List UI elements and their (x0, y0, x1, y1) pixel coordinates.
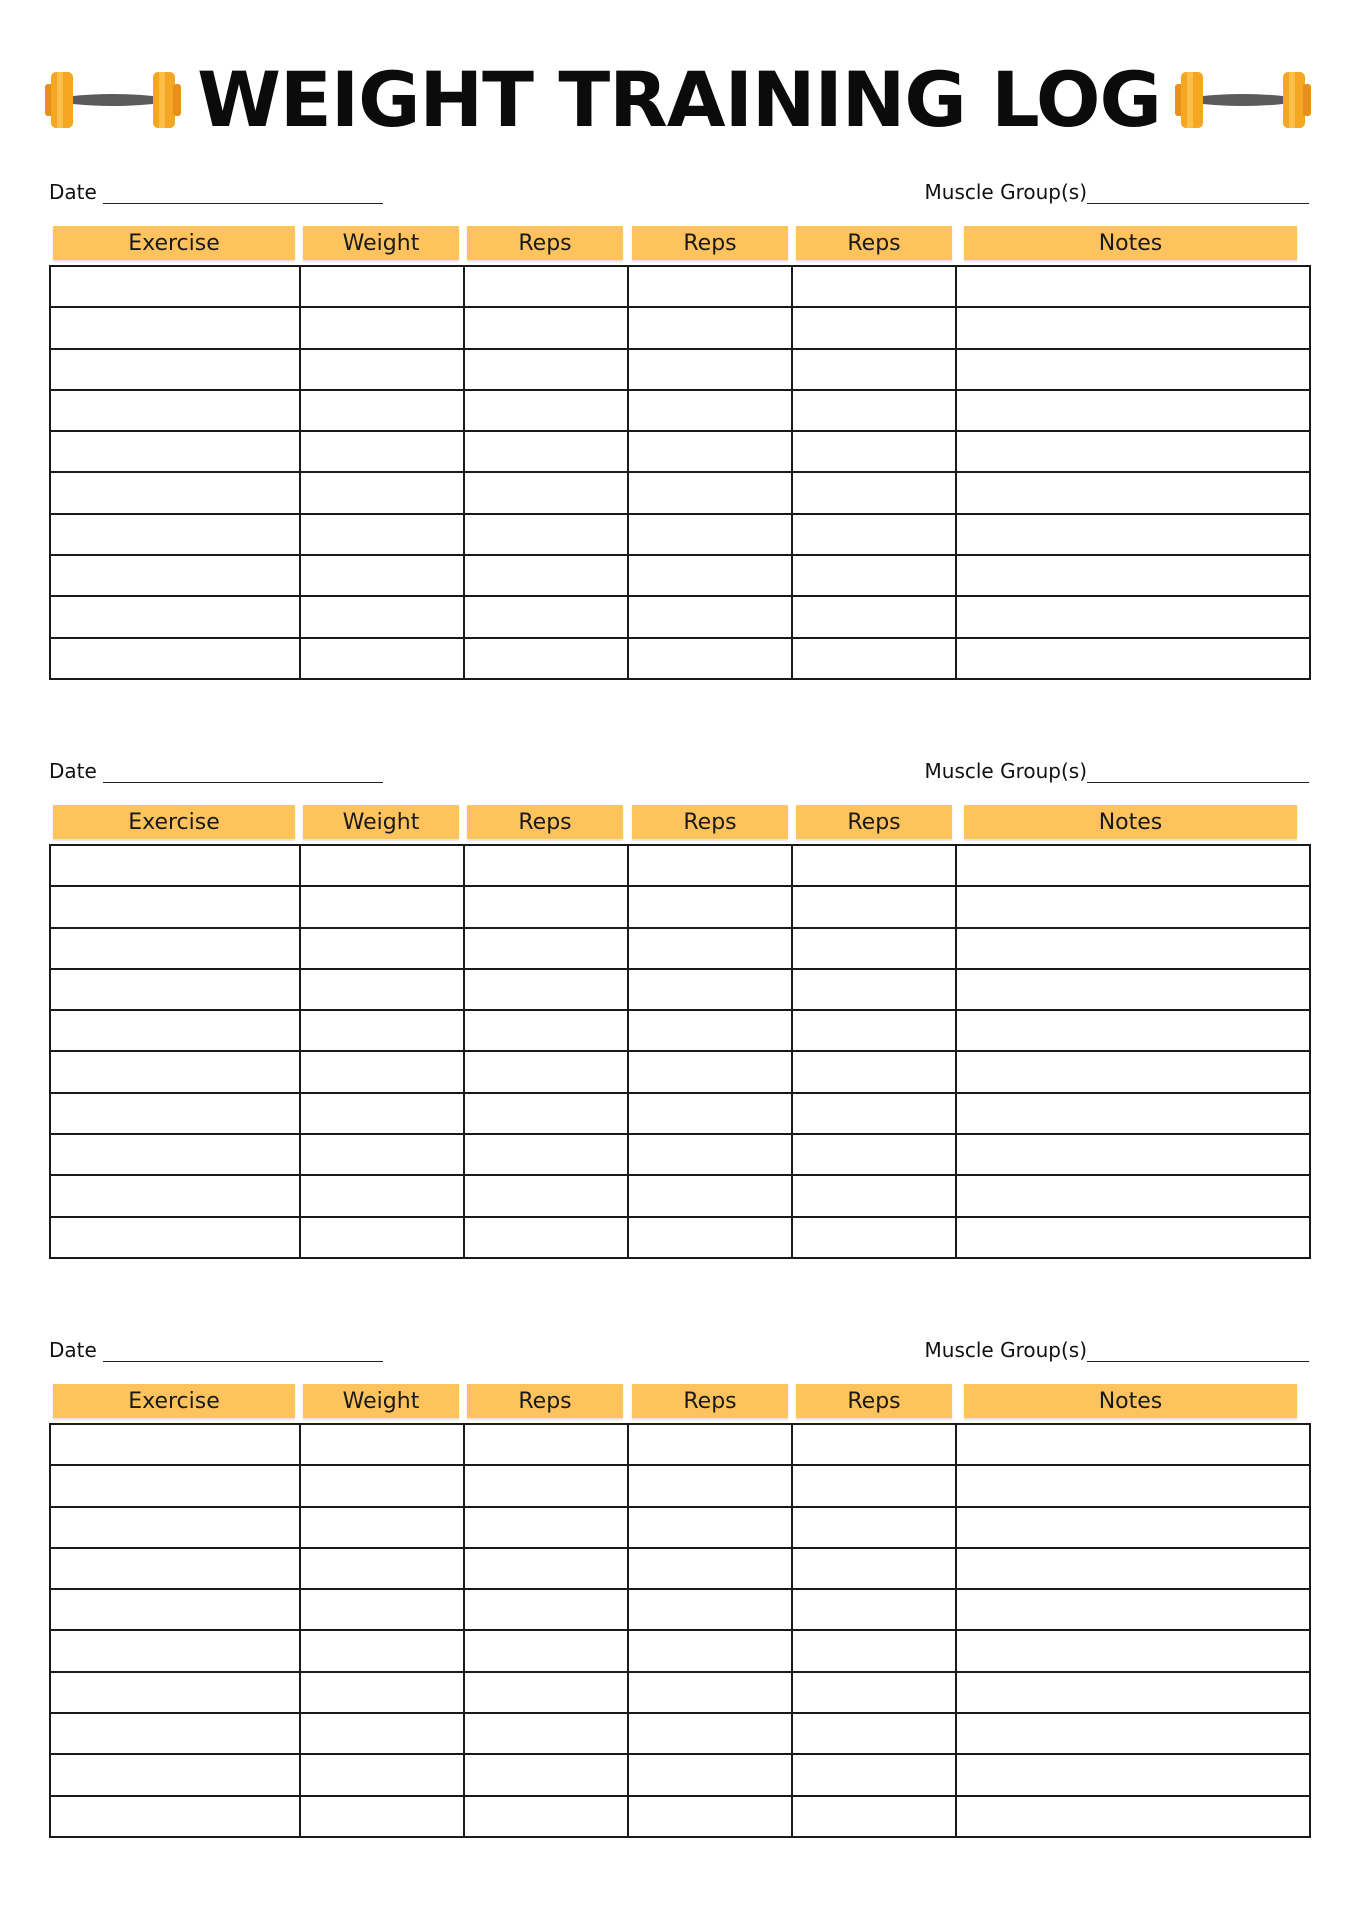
table-row (50, 555, 1310, 596)
table-cell[interactable] (464, 596, 628, 637)
table-cell[interactable] (956, 555, 1310, 596)
dumbbell-icon (43, 62, 185, 138)
table-cell[interactable] (628, 928, 792, 969)
table-cell[interactable] (628, 1175, 792, 1216)
table-cell[interactable] (956, 1548, 1310, 1589)
table-cell[interactable] (628, 1217, 792, 1258)
table-cell[interactable] (50, 1630, 300, 1671)
table-cell[interactable] (464, 1589, 628, 1630)
table-row (50, 1672, 1310, 1713)
table-cell[interactable] (956, 1754, 1310, 1795)
table-cell[interactable] (792, 349, 956, 390)
column-header-reps: Reps (467, 805, 623, 839)
table-cell[interactable] (792, 555, 956, 596)
table-cell[interactable] (956, 1796, 1310, 1837)
table-cell[interactable] (50, 1051, 300, 1092)
table-cell[interactable] (50, 266, 300, 307)
table-cell[interactable] (628, 1010, 792, 1051)
date-field[interactable] (49, 759, 383, 783)
table-cell[interactable] (300, 638, 464, 679)
table-row (50, 969, 1310, 1010)
table-row (50, 431, 1310, 472)
table-cell[interactable] (792, 1672, 956, 1713)
table-cell[interactable] (464, 1217, 628, 1258)
table-cell[interactable] (50, 596, 300, 637)
column-header-notes: Notes (964, 226, 1297, 260)
table-cell[interactable] (300, 472, 464, 513)
table-cell[interactable] (300, 928, 464, 969)
table-row (50, 1051, 1310, 1092)
table-cell[interactable] (300, 1713, 464, 1754)
muscle-group-label: Muscle Group(s) (924, 1338, 1087, 1362)
table-cell[interactable] (300, 1589, 464, 1630)
table-cell[interactable] (464, 1010, 628, 1051)
column-header-weight: Weight (303, 226, 459, 260)
column-header-reps: Reps (796, 226, 952, 260)
column-header-reps: Reps (796, 805, 952, 839)
table-cell[interactable] (300, 1754, 464, 1795)
table-cell[interactable] (628, 1672, 792, 1713)
table-cell[interactable] (300, 1630, 464, 1671)
table-row (50, 472, 1310, 513)
table-cell[interactable] (792, 514, 956, 555)
table-cell[interactable] (50, 1548, 300, 1589)
table-cell[interactable] (792, 1093, 956, 1134)
column-headers (49, 226, 1309, 260)
date-input-line[interactable] (103, 1339, 383, 1362)
table-cell[interactable] (300, 1424, 464, 1465)
table-cell[interactable] (792, 969, 956, 1010)
date-label: Date (49, 759, 97, 783)
table-cell[interactable] (300, 1507, 464, 1548)
table-cell[interactable] (628, 1465, 792, 1506)
table-cell[interactable] (628, 1548, 792, 1589)
table-cell[interactable] (628, 845, 792, 886)
muscle-group-label: Muscle Group(s) (924, 759, 1087, 783)
table-cell[interactable] (464, 845, 628, 886)
table-cell[interactable] (628, 472, 792, 513)
table-cell[interactable] (300, 1051, 464, 1092)
table-cell[interactable] (628, 390, 792, 431)
column-header-exercise: Exercise (53, 226, 295, 260)
table-cell[interactable] (50, 1507, 300, 1548)
table-cell[interactable] (792, 1754, 956, 1795)
log-table (49, 265, 1311, 680)
table-cell[interactable] (792, 1010, 956, 1051)
table-row (50, 1424, 1310, 1465)
column-header-reps: Reps (632, 226, 788, 260)
table-cell[interactable] (956, 307, 1310, 348)
muscle-group-field[interactable] (925, 1338, 1309, 1362)
table-cell[interactable] (300, 1465, 464, 1506)
table-cell[interactable] (464, 1051, 628, 1092)
table-cell[interactable] (628, 1507, 792, 1548)
table-cell[interactable] (956, 928, 1310, 969)
table-cell[interactable] (956, 472, 1310, 513)
column-header-exercise: Exercise (53, 1384, 295, 1418)
table-cell[interactable] (50, 928, 300, 969)
section-meta-row (49, 180, 1309, 220)
table-row (50, 514, 1310, 555)
table-cell[interactable] (464, 1796, 628, 1837)
table-cell[interactable] (792, 431, 956, 472)
table-cell[interactable] (956, 1134, 1310, 1175)
table-cell[interactable] (956, 514, 1310, 555)
table-row (50, 349, 1310, 390)
table-cell[interactable] (628, 1754, 792, 1795)
column-header-reps: Reps (796, 1384, 952, 1418)
table-cell[interactable] (50, 1217, 300, 1258)
table-cell[interactable] (628, 1424, 792, 1465)
table-cell[interactable] (464, 555, 628, 596)
table-cell[interactable] (956, 1051, 1310, 1092)
table-cell[interactable] (956, 1713, 1310, 1754)
table-cell[interactable] (300, 1672, 464, 1713)
table-row (50, 596, 1310, 637)
table-cell[interactable] (464, 886, 628, 927)
table-cell[interactable] (792, 845, 956, 886)
table-cell[interactable] (50, 1134, 300, 1175)
table-cell[interactable] (792, 1051, 956, 1092)
table-cell[interactable] (464, 638, 628, 679)
muscle-group-input-line[interactable] (1087, 760, 1309, 783)
column-header-notes: Notes (964, 805, 1297, 839)
table-cell[interactable] (300, 1796, 464, 1837)
table-cell[interactable] (50, 1465, 300, 1506)
table-cell[interactable] (956, 1589, 1310, 1630)
table-cell[interactable] (956, 1217, 1310, 1258)
table-row (50, 1589, 1310, 1630)
table-cell[interactable] (300, 596, 464, 637)
table-cell[interactable] (464, 472, 628, 513)
table-cell[interactable] (956, 266, 1310, 307)
table-cell[interactable] (956, 969, 1310, 1010)
table-cell[interactable] (792, 1630, 956, 1671)
table-cell[interactable] (792, 390, 956, 431)
table-row (50, 1754, 1310, 1795)
table-row (50, 390, 1310, 431)
table-cell[interactable] (464, 349, 628, 390)
table-cell[interactable] (792, 472, 956, 513)
table-cell[interactable] (956, 1465, 1310, 1506)
table-row (50, 886, 1310, 927)
table-cell[interactable] (792, 1134, 956, 1175)
table-cell[interactable] (50, 472, 300, 513)
table-cell[interactable] (628, 1589, 792, 1630)
table-cell[interactable] (300, 969, 464, 1010)
column-header-reps: Reps (632, 805, 788, 839)
table-row (50, 928, 1310, 969)
table-cell[interactable] (792, 1548, 956, 1589)
table-cell[interactable] (628, 1134, 792, 1175)
table-cell[interactable] (464, 1672, 628, 1713)
table-cell[interactable] (628, 514, 792, 555)
table-cell[interactable] (464, 1175, 628, 1216)
column-header-weight: Weight (303, 1384, 459, 1418)
table-cell[interactable] (50, 1713, 300, 1754)
table-cell[interactable] (792, 1507, 956, 1548)
table-cell[interactable] (300, 431, 464, 472)
table-row (50, 307, 1310, 348)
table-cell[interactable] (50, 886, 300, 927)
table-cell[interactable] (792, 1465, 956, 1506)
page-title: WEIGHT TRAINING LOG (197, 55, 1161, 144)
table-cell[interactable] (50, 638, 300, 679)
table-cell[interactable] (628, 266, 792, 307)
table-cell[interactable] (300, 266, 464, 307)
table-cell[interactable] (628, 307, 792, 348)
muscle-group-input-line[interactable] (1087, 181, 1309, 204)
table-row (50, 1217, 1310, 1258)
log-section (49, 180, 1309, 680)
table-cell[interactable] (464, 514, 628, 555)
table-row (50, 638, 1310, 679)
table-cell[interactable] (628, 1630, 792, 1671)
table-row (50, 1548, 1310, 1589)
muscle-group-label: Muscle Group(s) (924, 180, 1087, 204)
date-label: Date (49, 1338, 97, 1362)
table-cell[interactable] (956, 431, 1310, 472)
table-cell[interactable] (464, 969, 628, 1010)
table-cell[interactable] (628, 886, 792, 927)
table-cell[interactable] (50, 1796, 300, 1837)
table-cell[interactable] (628, 1713, 792, 1754)
table-cell[interactable] (50, 514, 300, 555)
table-cell[interactable] (956, 1507, 1310, 1548)
table-cell[interactable] (50, 307, 300, 348)
table-cell[interactable] (50, 1093, 300, 1134)
table-cell[interactable] (50, 1010, 300, 1051)
table-cell[interactable] (792, 638, 956, 679)
table-cell[interactable] (792, 307, 956, 348)
table-cell[interactable] (628, 1051, 792, 1092)
table-cell[interactable] (628, 969, 792, 1010)
table-cell[interactable] (300, 1217, 464, 1258)
table-row (50, 1713, 1310, 1754)
table-cell[interactable] (464, 1713, 628, 1754)
muscle-group-field[interactable] (925, 180, 1309, 204)
muscle-group-field[interactable] (925, 759, 1309, 783)
table-cell[interactable] (792, 928, 956, 969)
column-header-exercise: Exercise (53, 805, 295, 839)
log-table (49, 844, 1311, 1259)
table-cell[interactable] (50, 390, 300, 431)
table-cell[interactable] (300, 390, 464, 431)
table-cell[interactable] (50, 969, 300, 1010)
log-section (49, 759, 1309, 1259)
table-cell[interactable] (792, 1713, 956, 1754)
table-cell[interactable] (628, 1796, 792, 1837)
table-cell[interactable] (956, 1093, 1310, 1134)
table-row (50, 1796, 1310, 1837)
table-cell[interactable] (300, 349, 464, 390)
table-cell[interactable] (956, 596, 1310, 637)
table-cell[interactable] (300, 1134, 464, 1175)
table-cell[interactable] (464, 1093, 628, 1134)
table-cell[interactable] (464, 1507, 628, 1548)
table-cell[interactable] (956, 349, 1310, 390)
table-cell[interactable] (464, 1465, 628, 1506)
table-cell[interactable] (464, 1424, 628, 1465)
date-label: Date (49, 180, 97, 204)
table-cell[interactable] (956, 845, 1310, 886)
table-cell[interactable] (464, 431, 628, 472)
table-cell[interactable] (628, 349, 792, 390)
table-cell[interactable] (628, 638, 792, 679)
table-cell[interactable] (464, 928, 628, 969)
column-header-reps: Reps (632, 1384, 788, 1418)
table-cell[interactable] (956, 1672, 1310, 1713)
table-cell[interactable] (50, 845, 300, 886)
date-input-line[interactable] (103, 760, 383, 783)
muscle-group-input-line[interactable] (1087, 1339, 1309, 1362)
table-row (50, 845, 1310, 886)
table-cell[interactable] (50, 1175, 300, 1216)
table-cell[interactable] (792, 1424, 956, 1465)
table-cell[interactable] (300, 1010, 464, 1051)
table-cell[interactable] (792, 1217, 956, 1258)
table-cell[interactable] (792, 266, 956, 307)
table-cell[interactable] (956, 1424, 1310, 1465)
table-cell[interactable] (50, 431, 300, 472)
column-header-reps: Reps (467, 226, 623, 260)
table-cell[interactable] (792, 886, 956, 927)
section-meta-row (49, 759, 1309, 799)
page-header (0, 52, 1358, 148)
table-cell[interactable] (50, 349, 300, 390)
column-header-weight: Weight (303, 805, 459, 839)
column-headers (49, 805, 1309, 839)
table-cell[interactable] (792, 596, 956, 637)
table-cell[interactable] (300, 514, 464, 555)
table-cell[interactable] (792, 1175, 956, 1216)
table-cell[interactable] (628, 555, 792, 596)
log-section (49, 1338, 1309, 1838)
table-cell[interactable] (464, 1754, 628, 1795)
table-row (50, 266, 1310, 307)
table-row (50, 1630, 1310, 1671)
table-cell[interactable] (956, 886, 1310, 927)
table-cell[interactable] (300, 1093, 464, 1134)
table-cell[interactable] (792, 1796, 956, 1837)
table-cell[interactable] (50, 1424, 300, 1465)
dumbbell-icon (1173, 62, 1315, 138)
table-cell[interactable] (300, 307, 464, 348)
table-row (50, 1093, 1310, 1134)
table-cell[interactable] (956, 1630, 1310, 1671)
table-cell[interactable] (300, 555, 464, 596)
table-cell[interactable] (792, 1589, 956, 1630)
log-table (49, 1423, 1311, 1838)
table-cell[interactable] (300, 845, 464, 886)
table-cell[interactable] (956, 1175, 1310, 1216)
date-field[interactable] (49, 180, 383, 204)
table-row (50, 1134, 1310, 1175)
column-headers (49, 1384, 1309, 1418)
table-cell[interactable] (50, 1589, 300, 1630)
date-input-line[interactable] (103, 181, 383, 204)
table-cell[interactable] (464, 1548, 628, 1589)
table-cell[interactable] (628, 431, 792, 472)
section-meta-row (49, 1338, 1309, 1378)
table-cell[interactable] (50, 1672, 300, 1713)
table-row (50, 1010, 1310, 1051)
table-cell[interactable] (464, 1630, 628, 1671)
table-cell[interactable] (628, 596, 792, 637)
date-field[interactable] (49, 1338, 383, 1362)
table-cell[interactable] (464, 390, 628, 431)
table-cell[interactable] (956, 1010, 1310, 1051)
table-cell[interactable] (50, 1754, 300, 1795)
column-header-notes: Notes (964, 1384, 1297, 1418)
table-cell[interactable] (956, 390, 1310, 431)
table-cell[interactable] (628, 1093, 792, 1134)
table-cell[interactable] (300, 1175, 464, 1216)
table-cell[interactable] (464, 307, 628, 348)
table-cell[interactable] (50, 555, 300, 596)
table-cell[interactable] (464, 1134, 628, 1175)
table-row (50, 1507, 1310, 1548)
column-header-reps: Reps (467, 1384, 623, 1418)
table-cell[interactable] (300, 1548, 464, 1589)
table-cell[interactable] (300, 886, 464, 927)
table-cell[interactable] (956, 638, 1310, 679)
table-cell[interactable] (464, 266, 628, 307)
table-row (50, 1465, 1310, 1506)
table-row (50, 1175, 1310, 1216)
